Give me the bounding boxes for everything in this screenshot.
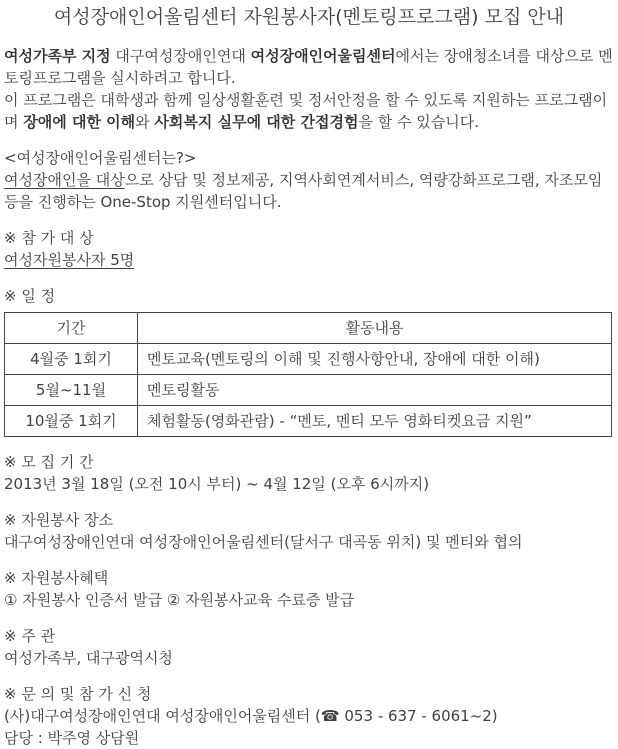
section-schedule: [4, 285, 614, 437]
contact-org-text: (사)대구여성장애인연대 여성장애인어울림센터 (: [4, 707, 321, 725]
header-activity: 활동내용: [138, 313, 612, 344]
contact-heading: ※ 문 의 및 참 가 신 청: [4, 685, 152, 703]
section-organizer: [4, 625, 614, 669]
recruit-period-value: 2013년 3월 18일 (오전 10시 부터) ~ 4월 12일 (오후 6시까지): [4, 475, 430, 493]
table-row: [5, 406, 612, 437]
organizer-heading: ※ 주 관: [4, 627, 56, 645]
section-participants: [4, 227, 614, 271]
intro-text: 을 할 수 있습니다.: [358, 113, 479, 131]
recruit-period-heading: ※ 모 집 기 간: [4, 453, 94, 471]
bold-ministry-designation: 여성가족부 지정: [4, 47, 111, 65]
participants-heading: ※ 참 가 대 상: [4, 229, 94, 247]
location-value: 대구여성장애인연대 여성장애인어울림센터(달서구 대곡동 위치) 및 멘티와 협의: [4, 533, 523, 551]
table-header-row: [5, 313, 612, 344]
organizer-value: 여성가족부, 대구광역시청: [4, 649, 173, 667]
cell-period: 4월중 1회기: [5, 344, 138, 375]
phone-icon: ☎: [320, 707, 340, 725]
cell-activity: 멘토교육(멘토링의 이해 및 진행사항안내, 장애에 대한 이해): [138, 344, 612, 375]
section-recruit-period: [4, 451, 614, 495]
section-about-center: [4, 147, 614, 213]
table-row: [5, 344, 612, 375]
table-row: [5, 375, 612, 406]
benefits-value: ① 자원봉사 인증서 발급 ② 자원봉사교육 수료증 발급: [4, 591, 355, 609]
cell-period: 10월중 1회기: [5, 406, 138, 437]
intro-text: 대구여성장애인연대: [110, 47, 251, 65]
intro-paragraph-2: [4, 89, 614, 133]
intro-text: 와: [135, 113, 155, 131]
cell-activity: 멘토링활동: [138, 375, 612, 406]
header-period: 기간: [5, 313, 138, 344]
section-contact: [4, 683, 614, 749]
contact-line-2: 담당 : 박주영 상담원: [4, 729, 140, 747]
contact-phone-number: 053 - 637 - 6061~2): [339, 707, 498, 725]
about-heading: <여성장애인어울림센터는?>: [4, 149, 197, 167]
benefits-heading: ※ 자원봉사혜택: [4, 569, 109, 587]
section-benefits: [4, 567, 614, 611]
schedule-heading: ※ 일 정: [4, 287, 56, 305]
contact-line-1: [4, 705, 614, 727]
about-description: [4, 169, 614, 213]
intro-paragraph-1: [4, 45, 614, 89]
about-underlined-text: 여성장애인을 대상: [4, 171, 125, 189]
participants-value: 여성자원봉사자 5명: [4, 251, 135, 269]
page-title: 여성장애인어울림센터 자원봉사자(멘토링프로그램) 모집 안내: [53, 6, 565, 28]
bold-welfare-experience: 사회복지 실무에 대한 간접경험: [154, 113, 359, 131]
cell-activity: 체험활동(영화관람) - “멘토, 멘티 모두 영화티켓요금 지원”: [138, 406, 612, 437]
intro-text: 에서는 장애청소녀를 대상으로 멘토링프로그램을 실시하려고 합니다.: [4, 47, 613, 87]
bold-disability-understanding: 장애에 대한 이해: [23, 113, 136, 131]
intro-text: 이 프로그램은 대학생과 함께 일상생활훈련 및 정서안정을 할 수 있도록 지원하는 프로그램이며: [4, 91, 608, 131]
bold-center-name: 여성장애인어울림센터: [250, 47, 396, 65]
about-rest-text: 으로 상담 및 정보제공, 지역사회연계서비스, 역량강화프로그램, 자조모임 등을 진행하는 One-Stop 지원센터입니다.: [4, 171, 603, 211]
schedule-table: [4, 312, 612, 437]
location-heading: ※ 자원봉사 장소: [4, 511, 114, 529]
cell-period: 5월~11월: [5, 375, 138, 406]
section-location: [4, 509, 614, 553]
